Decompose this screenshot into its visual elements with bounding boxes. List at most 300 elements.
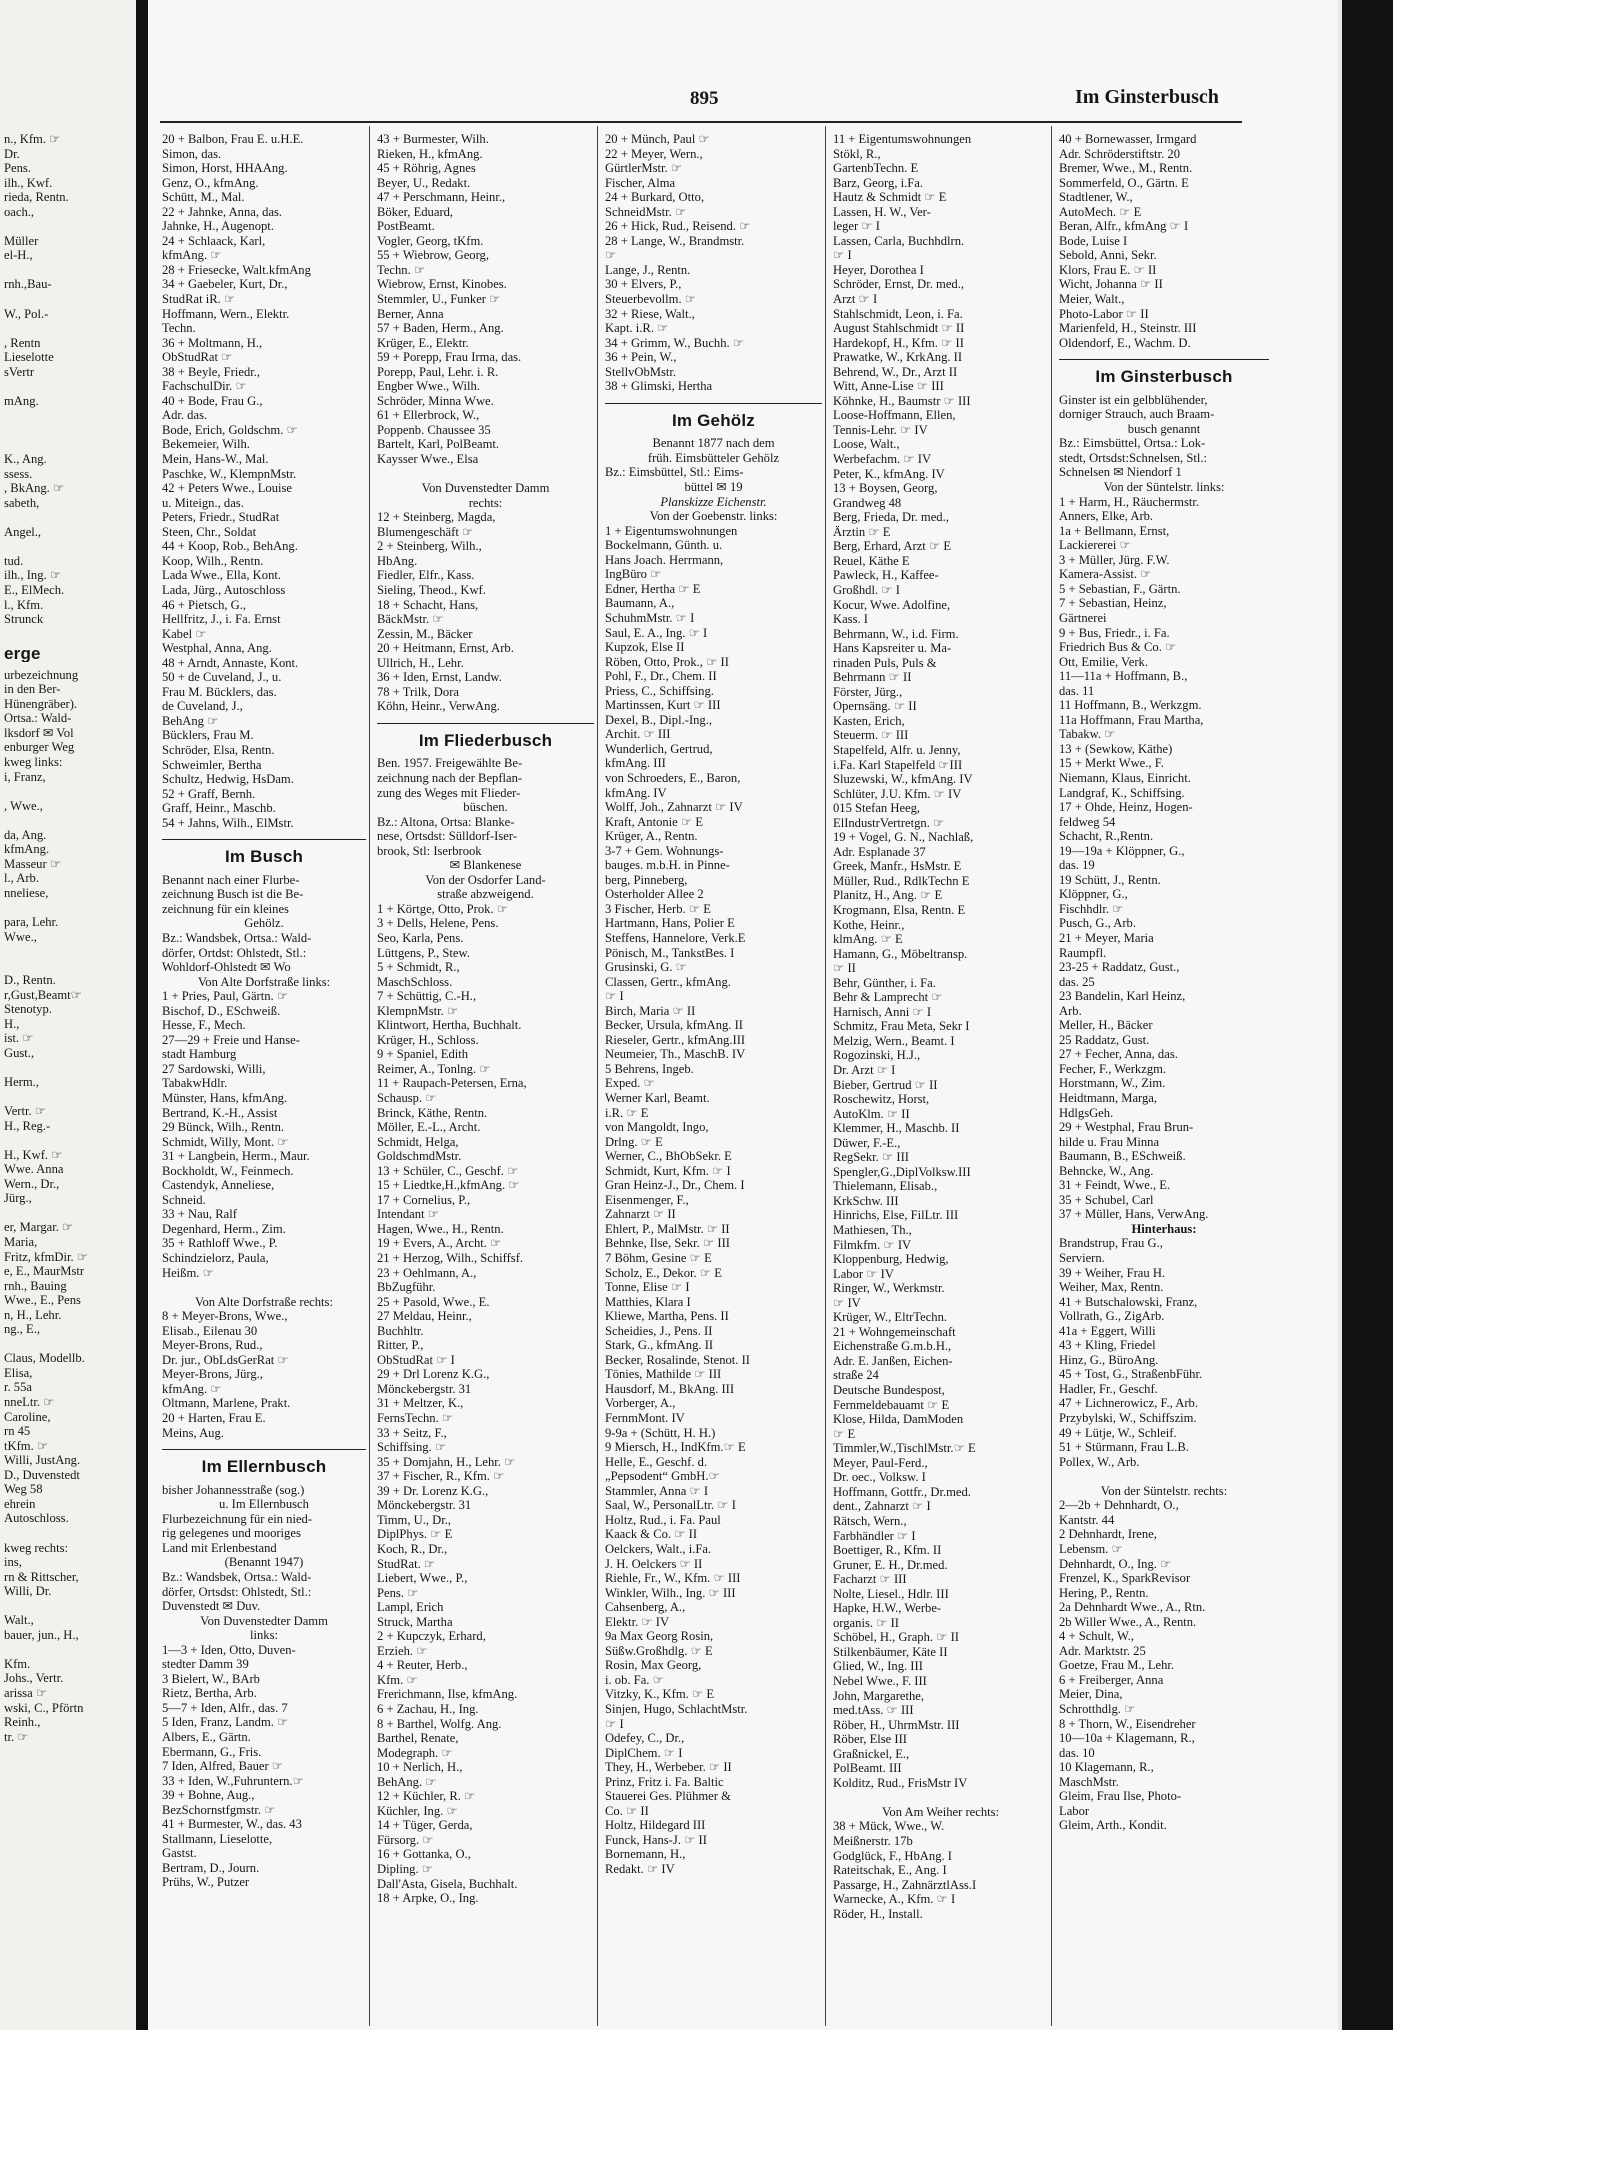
directory-line: 47 + Perschmann, Heinr., xyxy=(377,190,506,205)
directory-line: 41 + Burmester, W., das. 43 xyxy=(162,1817,302,1832)
street-heading: Im Busch xyxy=(224,850,304,865)
edge-fragment-line: Strunck xyxy=(4,612,44,627)
directory-line: Schweimler, Bertha xyxy=(162,757,262,772)
edge-fragment-line xyxy=(4,1133,134,1148)
directory-line: Simon, Horst, HHAAng. xyxy=(162,161,288,176)
directory-line: 46 + Pietsch, G., xyxy=(162,597,247,612)
directory-line: zeichnung nach der Bepflan- xyxy=(377,770,523,785)
directory-line: Roschewitz, Horst, xyxy=(833,1092,930,1107)
directory-line: Ärztin ☞ E xyxy=(833,524,891,539)
edge-fragment-line: nneLtr. ☞ xyxy=(4,1395,55,1410)
directory-line: Krüger, W., EltrTechn. xyxy=(833,1310,948,1325)
directory-line: Hinterhaus: xyxy=(1131,1221,1197,1236)
directory-line: Kasten, Erich, xyxy=(833,713,905,728)
directory-line: Wiebrow, Ernst, Kinobes. xyxy=(377,277,507,292)
directory-line: Edner, Hertha ☞ E xyxy=(605,581,701,596)
directory-line: 19 Schütt, J., Rentn. xyxy=(1059,872,1161,887)
directory-line: Adr. Schröderstiftstr. 20 xyxy=(1059,146,1181,161)
edge-fragment-line: Masseur ☞ xyxy=(4,856,62,871)
edge-fragment-line: kfmAng. xyxy=(4,842,50,857)
edge-fragment-line: rnh., Bauing xyxy=(4,1278,67,1293)
edge-fragment-line: n., Kfm. ☞ xyxy=(4,132,61,146)
directory-line: Kabel ☞ xyxy=(162,626,207,641)
directory-line: Küchler, Ing. ☞ xyxy=(377,1803,458,1818)
directory-line: Kothe, Heinr., xyxy=(833,917,905,932)
directory-line: u. Miteign., das. xyxy=(162,495,244,510)
edge-fragment-line xyxy=(4,1206,134,1221)
directory-line: ☞ I xyxy=(833,248,852,263)
directory-line: BezSchornstfgmstr. ☞ xyxy=(162,1802,276,1817)
directory-line: 28 + Friesecke, Walt.kfmAng xyxy=(162,262,311,277)
directory-line: Steen, Chr., Soldat xyxy=(162,524,257,539)
directory-line: Berg, Frieda, Dr. med., xyxy=(833,510,949,525)
directory-line: Landgraf, K., Schiffsing. xyxy=(1059,785,1185,800)
directory-line: Odefey, C., Dr., xyxy=(605,1731,685,1746)
directory-line: 33 + Nau, Ralf xyxy=(162,1207,237,1222)
directory-line: Paschke, W., KlempnMstr. xyxy=(162,466,297,481)
directory-line: Köhnke, H., Baumstr ☞ III xyxy=(833,393,971,408)
directory-line: Heißm. ☞ xyxy=(162,1265,214,1280)
directory-line: Heidtmann, Marga, xyxy=(1059,1091,1158,1105)
directory-line: Mathiesen, Th., xyxy=(833,1223,912,1238)
directory-line: Benannt 1877 nach dem xyxy=(652,436,775,451)
directory-line: ObStudRat ☞ I xyxy=(377,1352,455,1367)
edge-fragment-line xyxy=(4,219,134,234)
directory-line: Labor ☞ IV xyxy=(833,1266,894,1281)
column-divider xyxy=(369,126,370,2026)
directory-line: Bz.: Wandsbek, Ortsa.: Wald- xyxy=(162,930,312,945)
directory-line: Stemmler, U., Funker ☞ xyxy=(377,292,501,307)
directory-line: 12 + Küchler, R. ☞ xyxy=(377,1789,476,1804)
directory-line: von Mangoldt, Ingo, xyxy=(605,1120,709,1135)
directory-line: organis. ☞ II xyxy=(833,1615,899,1630)
directory-line: Friedrich Bus & Co. ☞ xyxy=(1059,640,1177,655)
directory-line: Düwer, F.-E., xyxy=(833,1135,901,1150)
edge-fragment-line: Autoschloss. xyxy=(4,1511,69,1526)
section-rule xyxy=(377,723,594,724)
directory-line: 34 + Gaebeler, Kurt, Dr., xyxy=(162,277,288,292)
directory-line: Dall'Asta, Gisela, Buchhalt. xyxy=(377,1876,518,1891)
directory-line: Arb. xyxy=(1059,1003,1082,1018)
directory-line: stedter Damm 39 xyxy=(162,1657,249,1672)
directory-line: Arzt ☞ I xyxy=(833,292,878,307)
directory-line: Scholz, E., Dekor. ☞ E xyxy=(605,1265,722,1280)
page-number: 895 xyxy=(690,88,719,109)
directory-line: 31 + Langbein, Herm., Maur. xyxy=(162,1149,310,1164)
edge-fragment-line: Caroline, xyxy=(4,1409,51,1424)
directory-line: kfmAng. IV xyxy=(605,785,667,800)
edge-fragment-line: r. 55a xyxy=(4,1380,32,1395)
directory-line: Bartelt, Karl, PolBeamt. xyxy=(377,437,500,452)
directory-line: Matthies, Klara I xyxy=(605,1294,691,1309)
edge-fragment-line xyxy=(4,627,134,642)
directory-line: 7 Iden, Alfred, Bauer ☞ xyxy=(162,1759,284,1774)
section-rule xyxy=(162,839,366,840)
directory-line: 37 + Fischer, R., Kfm. ☞ xyxy=(377,1469,505,1484)
directory-line: Sieling, Theod., Kwf. xyxy=(377,582,486,597)
directory-line: Fischer, Alma xyxy=(605,175,676,190)
directory-line: 1a + Bellmann, Ernst, xyxy=(1059,523,1170,538)
directory-line: Bieber, Gertrud ☞ II xyxy=(833,1077,938,1092)
directory-line: Holtz, Rud., i. Fa. Paul xyxy=(605,1512,721,1527)
edge-fragment-line xyxy=(4,959,134,974)
directory-line: 9a Max Georg Rosin, xyxy=(605,1629,714,1644)
directory-line: nese, Ortsdst: Sülldorf-Iser- xyxy=(377,829,518,844)
directory-line: 13 + Schüler, C., Geschf. ☞ xyxy=(377,1163,519,1178)
directory-line: Von der Süntelstr. rechts: xyxy=(1100,1483,1228,1498)
directory-line: 35 + Schubel, Carl xyxy=(1059,1192,1154,1207)
directory-line: Blumengeschäft ☞ xyxy=(377,524,474,539)
directory-line: BbZugführ. xyxy=(377,1280,436,1295)
edge-fragment-line: e, E., MaurMstr xyxy=(4,1264,85,1279)
directory-line: Bz.: Eimsbüttel, Ortsa.: Lok- xyxy=(1059,436,1206,451)
directory-line: Saal, W., PersonalLtr. ☞ I xyxy=(605,1498,736,1513)
directory-line: Grusinski, G. ☞ xyxy=(605,960,687,975)
directory-line: Bode, Luise I xyxy=(1059,233,1128,248)
directory-line: Nebel Wwe., F. III xyxy=(833,1673,927,1688)
directory-line: Elektr. ☞ IV xyxy=(605,1614,670,1629)
edge-fragment-line: ist. ☞ xyxy=(4,1031,34,1046)
directory-line: Schausp. ☞ xyxy=(377,1091,437,1105)
directory-line: August Stahlschmidt ☞ II xyxy=(833,321,965,336)
directory-line: Fecher, F., Werkzgm. xyxy=(1059,1061,1167,1076)
edge-fragment-line: sabeth, xyxy=(4,495,40,510)
directory-line: Techn. ☞ xyxy=(377,262,426,277)
directory-line: 24 + Schlaack, Karl, xyxy=(162,233,266,248)
directory-line: Werner Karl, Beamt. xyxy=(605,1091,710,1105)
edge-fragment-line: , Rentn xyxy=(4,335,41,350)
directory-line: Bode, Erich, Goldschm. ☞ xyxy=(162,422,298,437)
directory-line: Kupzok, Else II xyxy=(605,640,685,655)
directory-line: 40 + Bode, Frau G., xyxy=(162,393,263,408)
directory-line: Drlng. ☞ E xyxy=(605,1134,663,1149)
edge-fragment-line: Angel., xyxy=(4,524,42,539)
directory-line: i.R. ☞ E xyxy=(605,1105,649,1120)
directory-line: 1 + Pries, Paul, Gärtn. ☞ xyxy=(162,989,289,1004)
directory-line: 38 + Mück, Wwe., W. xyxy=(833,1819,945,1834)
directory-line: Kaysser Wwe., Elsa xyxy=(377,452,479,467)
directory-line: Greek, Manfr., HsMstr. E xyxy=(833,859,962,874)
directory-line: Vogler, Georg, tKfm. xyxy=(377,233,484,248)
directory-line: Steuerm. ☞ III xyxy=(833,728,909,743)
directory-line: Schmitz, Frau Meta, Sekr I xyxy=(833,1019,970,1034)
directory-line: Pawleck, H., Kaffee- xyxy=(833,568,939,583)
edge-fragment-line: Gust., xyxy=(4,1045,35,1060)
directory-line: 78 + Trilk, Dora xyxy=(377,684,459,699)
directory-line: 1—3 + Iden, Otto, Duven- xyxy=(162,1642,296,1657)
directory-line: 27 + Fecher, Anna, das. xyxy=(1059,1047,1178,1062)
directory-line: Oelckers, Walt., i.Fa. xyxy=(605,1541,712,1556)
directory-line: i.Fa. Karl Stapelfeld ☞III xyxy=(833,757,963,772)
directory-line: Schlüter, J.U. Kfm. ☞ IV xyxy=(833,786,962,801)
directory-line: Nolte, Liesel., Hdlr. III xyxy=(833,1586,949,1601)
directory-line: Hellfritz, J., i. Fa. Ernst xyxy=(162,612,281,627)
edge-fragment-line: Jürg., xyxy=(4,1191,32,1206)
directory-line: 11 + Raupach-Petersen, Erna, xyxy=(377,1076,527,1091)
directory-line: Süßw.Großhdlg. ☞ E xyxy=(605,1643,713,1658)
directory-line: Gruner, E. H., Dr.med. xyxy=(833,1557,948,1572)
directory-line: 39 + Weiher, Frau H. xyxy=(1059,1265,1166,1280)
directory-line: GartenbTechn. E xyxy=(833,161,919,176)
directory-line: Meyer, Paul-Ferd., xyxy=(833,1455,928,1470)
edge-fragment-line: K., Ang. xyxy=(4,452,47,467)
directory-line: Pohl, F., Dr., Chem. II xyxy=(605,669,717,684)
edge-fragment-line: Elisa, xyxy=(4,1365,33,1380)
edge-fragment-line: D., Duvenstedt xyxy=(4,1467,80,1482)
directory-line: Marienfeld, H., Steinstr. III xyxy=(1059,321,1197,336)
directory-line: Photo-Labor ☞ II xyxy=(1059,306,1149,321)
directory-line: kfmAng. III xyxy=(605,756,666,771)
street-heading: Im Ginsterbusch xyxy=(1095,370,1233,385)
edge-fragment-line: Herm., xyxy=(4,1075,39,1089)
edge-fragment-line: Müller xyxy=(4,233,39,248)
directory-line: Rätsch, Wern., xyxy=(833,1513,907,1528)
directory-line: 37 + Müller, Hans, VerwAng. xyxy=(1059,1207,1209,1222)
directory-line: 31 + Meltzer, K., xyxy=(377,1396,464,1411)
directory-line: Berg, Erhard, Arzt ☞ E xyxy=(833,539,952,554)
directory-line: 23 + Oehlmann, A., xyxy=(377,1265,477,1280)
directory-line: Spengler,G.,DiplVolksw.III xyxy=(833,1164,971,1179)
directory-line: 45 + Röhrig, Agnes xyxy=(377,161,476,176)
directory-line: Kamera-Assist. ☞ xyxy=(1059,567,1152,582)
directory-line: 39 + Bohne, Aug., xyxy=(162,1788,255,1803)
directory-line: 22 + Meyer, Wern., xyxy=(605,146,703,161)
directory-line: SchuhmMstr. ☞ I xyxy=(605,610,695,625)
directory-line: 21 + Wohngemeinschaft xyxy=(833,1324,956,1339)
directory-line: Von Am Weiher rechts: xyxy=(881,1804,1000,1819)
directory-line: Rosin, Max Georg, xyxy=(605,1658,702,1673)
directory-line: Mönckebergstr. 31 xyxy=(377,1498,472,1513)
edge-fragment-line: Reinh., xyxy=(4,1715,41,1730)
directory-line: FachschulDir. ☞ xyxy=(162,379,247,394)
directory-line: Lackiererei ☞ xyxy=(1059,538,1131,553)
directory-line: Von der Goebenstr. links: xyxy=(649,509,778,524)
directory-line: Redakt. ☞ IV xyxy=(605,1861,675,1876)
directory-line: Reuel, Käthe E xyxy=(833,553,910,568)
directory-line: 19 + Vogel, G. N., Nachlaß, xyxy=(833,830,974,845)
edge-fragment-line: i, Franz, xyxy=(4,769,46,784)
directory-line: Liebert, Wwe., P., xyxy=(377,1571,468,1586)
directory-line: 19 + Evers, A., Archt. ☞ xyxy=(377,1236,502,1251)
directory-line: 9 + Bus, Friedr., i. Fa. xyxy=(1059,625,1170,640)
directory-line: Lange, J., Rentn. xyxy=(605,262,691,277)
directory-line: 17 + Ohde, Heinz, Hogen- xyxy=(1059,800,1193,815)
directory-line: Seo, Karla, Pens. xyxy=(377,930,464,945)
directory-line: Behrmann ☞ II xyxy=(833,670,912,685)
directory-line: Erzieh. ☞ xyxy=(377,1643,428,1658)
directory-line: brook, Stl: Iserbrook xyxy=(377,843,482,858)
street-heading: Im Fliederbusch xyxy=(418,733,553,749)
directory-line: dent., Zahnarzt ☞ I xyxy=(833,1499,931,1514)
directory-line: Klors, Frau E. ☞ II xyxy=(1059,262,1157,277)
directory-line: Wicht, Johanna ☞ II xyxy=(1059,277,1163,292)
directory-line: büttel ✉ 19 xyxy=(684,480,743,495)
directory-line: Von Duvenstedter Damm xyxy=(200,1613,328,1628)
directory-line: 2 + Kupczyk, Erhard, xyxy=(377,1629,486,1644)
directory-line: kfmAng. ☞ xyxy=(162,1381,222,1396)
directory-line: Kass. I xyxy=(833,612,868,627)
directory-line: Stauerei Ges. Plühmer & xyxy=(605,1789,731,1804)
directory-line: Ebermann, G., Fris. xyxy=(162,1744,262,1759)
directory-line: rinaden Puls, Puls & xyxy=(833,655,937,670)
edge-fragment-line: D., Rentn. xyxy=(4,973,56,988)
directory-line: HdlgsGeh. xyxy=(1059,1105,1114,1120)
directory-line: Köhn, Heinr., VerwAng. xyxy=(377,699,500,714)
directory-line: Buchhltr. xyxy=(377,1323,424,1338)
directory-line: Planskizze Eichenstr. xyxy=(660,494,767,509)
directory-line: Rietz, Bertha, Arb. xyxy=(162,1686,257,1701)
directory-line: 1 + Eigentumswohnungen xyxy=(605,523,738,538)
running-title: Im Ginsterbusch xyxy=(1075,86,1219,108)
directory-line: IngBüro ☞ xyxy=(605,567,662,582)
directory-line: Facharzt ☞ III xyxy=(833,1572,907,1587)
directory-line: Kocur, Wwe. Adolfine, xyxy=(833,597,951,612)
directory-line: Klemmer, H., Maschb. II xyxy=(833,1121,960,1136)
directory-line: Gastst. xyxy=(162,1846,197,1861)
directory-line: 28 + Lange, W., Brandmstr. xyxy=(605,233,745,248)
edge-fragment-line: bauer, jun., H., xyxy=(4,1627,79,1642)
edge-fragment-line: Pens. xyxy=(4,161,31,176)
directory-line: Behnke, Ilse, Sekr. ☞ III xyxy=(605,1236,730,1251)
directory-line: Pönisch, M., TankstBes. I xyxy=(605,945,735,960)
directory-line: Sebold, Anni, Sekr. xyxy=(1059,248,1157,263)
directory-line: Tonne, Elise ☞ I xyxy=(605,1280,690,1295)
edge-fragment-line: Wern., Dr., xyxy=(4,1176,60,1191)
edge-fragment-line xyxy=(4,1526,134,1541)
directory-line: Bücklers, Frau M. xyxy=(162,728,254,743)
directory-column-5 xyxy=(1059,132,1269,1833)
directory-line: ☞ IV xyxy=(833,1295,861,1310)
edge-fragment-line: l., Kfm. xyxy=(4,597,44,612)
directory-line: Bremer, Wwe., M., Rentn. xyxy=(1059,161,1193,176)
directory-line: Zahnarzt ☞ II xyxy=(605,1207,676,1222)
edge-fragment-line xyxy=(4,1337,134,1352)
directory-line: Böker, Eduard, xyxy=(377,204,454,219)
directory-line: Gleim, Frau Ilse, Photo- xyxy=(1059,1789,1182,1804)
directory-line: Witt, Anne-Lise ☞ III xyxy=(833,379,944,394)
directory-line: straße abzweigend. xyxy=(437,887,534,902)
directory-line: Co. ☞ II xyxy=(605,1803,649,1818)
directory-line: Riehle, Fr., W., Kfm. ☞ III xyxy=(605,1571,741,1586)
directory-line: Röber, Else III xyxy=(833,1732,907,1747)
directory-line: Glied, W., Ing. III xyxy=(833,1659,923,1674)
directory-line: Adr. E. Janßen, Eichen- xyxy=(833,1353,953,1368)
scan-edge xyxy=(1338,0,1393,2030)
directory-line: BehAng ☞ xyxy=(162,713,219,728)
directory-line: 36 + Pein, W., xyxy=(605,350,677,365)
edge-fragment-line xyxy=(4,510,134,525)
directory-line: Röber, H., UhrmMstr. III xyxy=(833,1717,960,1732)
edge-fragment-line: rn & Rittscher, xyxy=(4,1569,79,1584)
directory-line: Peters, Friedr., StudRat xyxy=(162,510,280,525)
directory-line: 5 + Sebastian, F., Gärtn. xyxy=(1059,581,1181,596)
directory-line: Horstmann, W., Zim. xyxy=(1059,1076,1166,1091)
directory-line: Rogozinski, H.J., xyxy=(833,1048,921,1063)
directory-line: 18 + Arpke, O., Ing. xyxy=(377,1891,479,1906)
edge-fragment-line: ssess. xyxy=(4,466,33,481)
directory-line: dörfer, Ortsdst: Ohlstedt, Stl.: xyxy=(162,1584,312,1599)
directory-line: Hamann, G., Möbeltransp. xyxy=(833,946,968,961)
directory-line: Rateitschak, E., Ang. I xyxy=(833,1863,947,1878)
directory-line: KlempnMstr. ☞ xyxy=(377,1003,459,1018)
directory-line: Schiffsing. ☞ xyxy=(377,1440,447,1455)
directory-line: 55 + Wiebrow, Georg, xyxy=(377,248,489,263)
edge-fragment-line xyxy=(4,1060,134,1075)
edge-fragment-line xyxy=(4,423,134,438)
directory-line: Von der Osdorfer Land- xyxy=(425,872,546,887)
directory-line: 4 + Schult, W., xyxy=(1059,1629,1134,1644)
directory-line: Godglück, F., HbAng. I xyxy=(833,1848,952,1863)
directory-line: Stadtlener, W., xyxy=(1059,190,1133,205)
directory-line: Bz.: Eimsbüttel, Stl.: Eims- xyxy=(605,465,744,480)
directory-line: ☞ II xyxy=(833,961,856,976)
directory-line: Winkler, Wilh., Ing. ☞ III xyxy=(605,1585,736,1600)
directory-line: Hautz & Schmidt ☞ E xyxy=(833,190,947,205)
directory-line: Fiedler, Elfr., Kass. xyxy=(377,568,475,583)
directory-line: 10—10a + Klagemann, R., xyxy=(1059,1731,1195,1746)
directory-line: ☞ xyxy=(605,248,617,263)
directory-line: Adr. das. xyxy=(162,408,208,423)
edge-fragment-line: ins, xyxy=(4,1555,22,1570)
directory-line: Techn. xyxy=(162,321,196,336)
directory-line: Kolditz, Rud., FrisMstr IV xyxy=(833,1775,968,1790)
directory-line: Elisab., Eilenau 30 xyxy=(162,1323,258,1338)
directory-line: 15 + Merkt Wwe., F. xyxy=(1059,756,1164,771)
directory-line: Von Duvenstedter Damm xyxy=(421,481,550,496)
directory-line: 32 + Riese, Walt., xyxy=(605,306,695,321)
directory-line: Fürsorg. ☞ xyxy=(377,1832,434,1847)
directory-line: Meier, Walt., xyxy=(1059,292,1125,307)
directory-line: Bischof, D., ESchweiß. xyxy=(162,1003,281,1018)
directory-line: 11—11a + Hoffmann, B., xyxy=(1059,669,1188,684)
directory-line: Castendyk, Anneliese, xyxy=(162,1178,275,1193)
directory-line: 39 + Dr. Lorenz K.G., xyxy=(377,1483,489,1498)
directory-line: 59 + Porepp, Frau Irma, das. xyxy=(377,350,522,365)
directory-line: Lada, Jürg., Autoschloss xyxy=(162,582,286,597)
directory-line: GoldschmdMstr. xyxy=(377,1149,462,1164)
directory-line: Land mit Erlenbestand xyxy=(162,1540,277,1555)
directory-line: Ullrich, H., Lehr. xyxy=(377,655,464,670)
directory-line: Bz.: Altona, Ortsa: Blanke- xyxy=(377,814,515,829)
directory-line: Engber Wwe., Wilh. xyxy=(377,379,480,394)
edge-fragment-line: W., Pol.- xyxy=(4,306,49,321)
directory-line: Schmidt, Kurt, Kfm. ☞ I xyxy=(605,1163,731,1178)
directory-line: 14 + Tüger, Gerda, xyxy=(377,1818,473,1833)
column-divider xyxy=(1051,126,1052,2026)
directory-line: Hesse, F., Mech. xyxy=(162,1018,246,1033)
directory-line: 23 Bandelin, Karl Heinz, xyxy=(1059,989,1186,1004)
edge-fragment-line: rn 45 xyxy=(4,1424,31,1439)
edge-fragment-line: Wwe., xyxy=(4,929,37,944)
directory-line: Priess, C., Schiffsing. xyxy=(605,683,714,698)
directory-line: bauges. m.b.H. in Pinne- xyxy=(605,858,730,873)
directory-line: das. 11 xyxy=(1059,683,1095,698)
directory-line: Helle, E., Geschf. d. xyxy=(605,1454,708,1469)
directory-line: Deutsche Bundespost, xyxy=(833,1383,945,1398)
directory-line: Degenhard, Herm., Zim. xyxy=(162,1221,286,1236)
directory-line: DiplPhys. ☞ E xyxy=(377,1527,453,1542)
directory-line: SchneidMstr. ☞ xyxy=(605,204,687,219)
directory-line: StudRat iR. ☞ xyxy=(162,292,236,307)
directory-line: BäckMstr. ☞ xyxy=(377,612,444,627)
street-heading: Im Ellernbusch xyxy=(201,1460,327,1475)
directory-line: RegSekr. ☞ III xyxy=(833,1150,909,1165)
directory-line: FernsTechn. ☞ xyxy=(377,1411,454,1426)
directory-line: Dexel, B., Dipl.-Ing., xyxy=(605,712,713,727)
directory-line: GürtlerMstr. ☞ xyxy=(605,161,683,176)
directory-line: Rieken, H., kfmAng. xyxy=(377,146,483,161)
directory-line: Werbefachm. ☞ IV xyxy=(833,452,932,467)
